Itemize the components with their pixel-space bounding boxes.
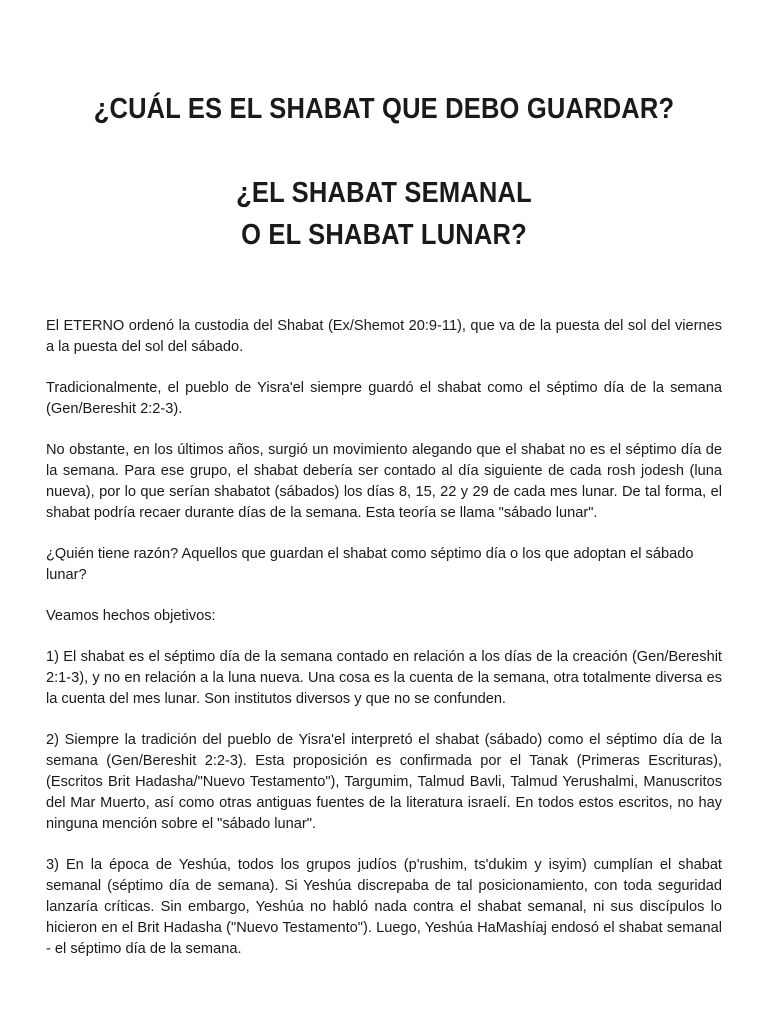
main-title: ¿CUÁL ES EL SHABAT QUE DEBO GUARDAR? xyxy=(93,93,675,125)
subtitle-line-2: O EL SHABAT LUNAR? xyxy=(241,219,527,251)
paragraph-fact-1: 1) El shabat es el séptimo día de la semana contado en relación a los días de la creación (Gen/Bereshit 2:1-3), y no en relación a la luna nueva. Una cosa es la cuenta de la semana, otra totalmente diversa es la cuenta del mes lunar. Son institutos diversos y que no se confunden. xyxy=(46,649,722,707)
paragraph-fact-2: 2) Siempre la tradición del pueblo de Yisra'el interpretó el shabat (sábado) como el séptimo día de la semana (Gen/Bereshit 2:2-3). Esta proposición es confirmada por el Tanak (Primeras Escrituras), (Escritos Brit Hadasha/"Nuevo Testamento"), Targumim, Talmud Bavli, Talmud Yerushalmi, Manuscritos del Mar Muerto, así como otras antiguas fuentes de la literatura israelí. En todos estos escritos, no hay ninguna mención sobre el "sábado lunar". xyxy=(46,732,722,832)
subtitle-line-1: ¿EL SHABAT SEMANAL xyxy=(236,177,532,209)
paragraph-fact-3: 3) En la época de Yeshúa, todos los grupos judíos (p'rushim, ts'dukim y isyim) cumplían el shabat semanal (séptimo día de semana). Si Yeshúa discrepaba de tal posicionamiento, con toda seguridad lanzaría críticas. Sin embargo, Yeshúa no habló nada contra el shabat semanal, ni sus discípulos lo hicieron en el Brit Hadasha ("Nuevo Testamento"). Luego, Yeshúa HaMashíaj endosó el shabat semanal - el séptimo día de la semana. xyxy=(46,857,722,957)
body-text xyxy=(46,316,722,980)
paragraph-tradition: Tradicionalmente, el pueblo de Yisra'el siempre guardó el shabat como el séptimo día de la semana (Gen/Bereshit 2:2-3). xyxy=(46,380,722,417)
paragraph-facts-intro: Veamos hechos objetivos: xyxy=(46,608,216,624)
paragraph-question: ¿Quién tiene razón? Aquellos que guardan el shabat como séptimo día o los que adoptan el sábado lunar? xyxy=(46,546,694,583)
paragraph-intro: El ETERNO ordenó la custodia del Shabat (Ex/Shemot 20:9-11), que va de la puesta del sol del viernes a la puesta del sol del sábado. xyxy=(46,318,722,355)
paragraph-lunar-movement: No obstante, en los últimos años, surgió un movimiento alegando que el shabat no es el séptimo día de la semana. Para ese grupo, el shabat debería ser contado al día siguiente de cada rosh jodesh (luna nueva), por lo que serían shabatot (sábados) los días 8, 15, 22 y 29 de cada mes lunar. De tal forma, el shabat podría recaer durante días de la semana. Esta teoría se llama "sábado lunar". xyxy=(46,442,722,521)
